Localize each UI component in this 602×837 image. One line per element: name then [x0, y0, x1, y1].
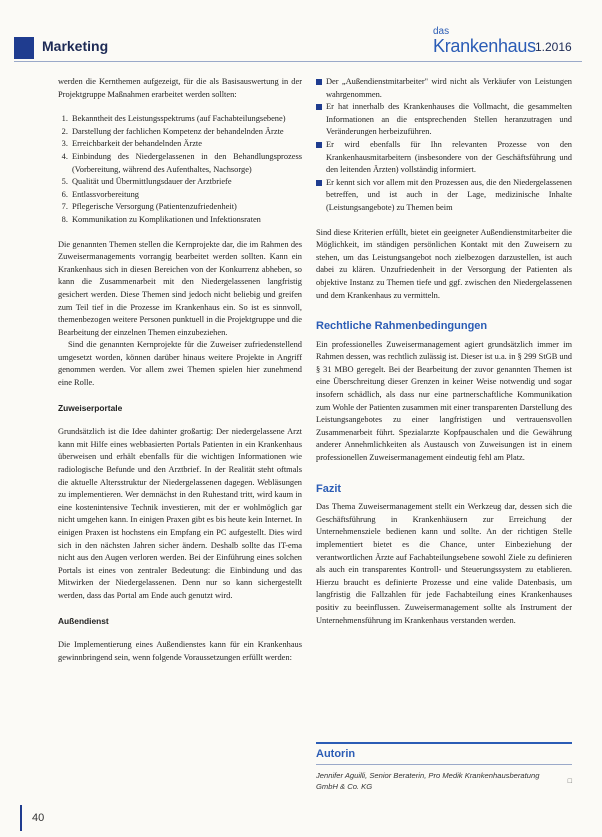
magazine-logo: [433, 27, 536, 55]
list-item: 8. Kommunikation zu Komplikationen und Infektionsraten: [70, 214, 302, 227]
logo-prefix: das: [433, 26, 450, 37]
section-title: Marketing: [42, 38, 109, 54]
list-item: 6. Entlassvorbereitung: [70, 189, 302, 202]
core-topics-list: [58, 113, 302, 226]
body-paragraph: Das Thema Zuweisermanagement stellt ein Werkzeug dar, dessen sich die Geschäftsführung in Krankenhäusern zur Erreichung der Unternehmensziele bedienen kann und sollte. An der richtigen Stelle implementiert bietet es die Chance, unter Einbeziehung der verantwortlichen Ärzte auf Fachabteilungsebene sowohl Ziele zu definieren als auch ein transparentes Kontroll- und Steuerungssystem zu etablieren. Hierzu braucht es definierte Prozesse und eine valide Datenbasis, um langfristig die Fallzahlen für jede Fachabteilung eines Krankenhauses positiv zu beeinflussen. Zuweisermanagement sollte als Instrument der Unternehmensführung im Krankenhaus verstanden werden.: [316, 502, 572, 625]
subheading-zuweiserportale: Zuweiserportale: [58, 402, 123, 413]
end-mark-icon: □: [567, 778, 572, 785]
body-paragraph: Die Implementierung eines Außendienstes kann für ein Krankenhaus gewinnbringend sein, wenn folgende Voraussetzungen erfüllt werden:: [58, 640, 302, 662]
list-item: 1. Bekanntheit des Leistungsspektrums (auf Fachabteilungsebene): [70, 113, 302, 126]
bullet-item: Er hat innerhalb des Krankenhauses die Vollmacht, die gesammelten Informationen an die entsprechenden Stellen heranzutragen und Veränderungen herbeizuführen.: [316, 101, 572, 139]
issue-number: 1.2016: [535, 40, 572, 54]
bullet-item: Der „Außendienstmitarbeiter" wird nicht als Verkäufer von Leistungen wahrgenommen.: [316, 76, 572, 101]
page-number: 40: [32, 812, 45, 824]
author-box: [316, 742, 572, 792]
section-color-block: [14, 37, 34, 59]
body-paragraph: Grundsätzlich ist die Idee dahinter großartig: Der niedergelassene Arzt kann mit Hilfe eines webbasierten Portals Patienten in ein Krankenhaus überweisen und erhält ebenfalls für die wichtigen Informationen wie radiologische Befunde und den Arztbrief. In der Realität steht oftmals die aktuelle Altersstruktur der Niedergelassenen dagegen. Webläsungen zu implementieren. Wer demnächst in den Ruhestand tritt, wird kaum in eine kostenintensive Technik investieren, mit der er wohlmöglich gar nicht umgehen kann. In einigen Praxen gibt es bis heute kein Internet. In einigen Praxen ist hochstens ein Empfang ein PC aufgestellt. Dies wird sich in den nächsten Jahren sicher ändern. Deshalb sollte das IT-ema nicht aus den Augen verloren werden. Bei der Einführung eines solchen Portals ist eines von zentraler Bedeutung: die Einbindung und das Mitwirken der Niedergelassenen. Denn nur so kann sichergestellt werden, dass das Portal am Ende auch genutzt wird.: [58, 427, 302, 600]
intro-paragraph: werden die Kernthemen aufgezeigt, für die als Basisauswertung in der Projektgruppe Maßnahmen erarbeitet werden sollten:: [58, 77, 302, 99]
subheading-aussendienst: Außendienst: [58, 615, 109, 626]
heading-conclusion: Fazit: [316, 482, 342, 495]
page-header: [0, 0, 602, 72]
page-number-bar: [20, 805, 22, 831]
body-paragraph: Sind die genannten Kernprojekte für die Zuweiser zufriedenstellend umgesetzt worden, können darüber hinaus weitere Projekte in Angriff genommen werden. Vor allem zwei Themen spielen hier zunehmend eine Rolle.: [58, 340, 302, 388]
list-item: 7. Pflegerische Versorgung (Patientenzufriedenheit): [70, 201, 302, 214]
list-item: 2. Darstellung der fachlichen Kompetenz der behandelnden Ärzte: [70, 126, 302, 139]
requirements-list: [316, 76, 572, 215]
logo-name: Krankenhaus: [433, 36, 536, 56]
list-item: 4. Einbindung des Niedergelassenen in den Behandlungsprozess (Vorbereitung, während des Aufenthaltes, Nachsorge): [70, 151, 302, 176]
right-column: [316, 76, 572, 627]
body-paragraph: Sind diese Kriterien erfüllt, bietet ein geeigneter Außendienstmitarbeiter die Möglichkeit, im ständigen persönlichen Kontakt mit den Zuweisern zu stehen, um das Leistungsangebot noch zielbezogen darzustellen, ist auch dabei zu klären. Unzufriedenheit in der Versorgung der Patienten als objektive Instanz zu Themen tiefe und ggf. zwischen den Niedergelassenen und dem Krankenhaus zu vermitteln.: [316, 227, 572, 300]
list-item: 3. Erreichbarkeit der behandelnden Ärzte: [70, 138, 302, 151]
list-item: 5. Qualität und Übermittlungsdauer der Arztbriefe: [70, 176, 302, 189]
author-heading: Autorin: [316, 748, 356, 760]
author-credit: Jennifer Aguilli, Senior Beraterin, Pro Medik Krankenhausberatung GmbH & Co. KG: [316, 771, 540, 791]
heading-legal-framework: Rechtliche Rahmenbedingungen: [316, 320, 488, 333]
body-paragraph: Ein professionelles Zuweisermanagement agiert grundsätzlich immer im Rahmen dessen, was rechtlich zulässig ist. Dieser ist u.a. in § 299 StGB und § 31 MBO geregelt. Bei der Bearbeitung der zuvor genannten Themen ist eine Überschreitung dieser Grenzen in keiner Weise notwendig und sogar insofern schädlich, als dass nur eine partnerschaftliche Kommunikation zum Wohle der Patienten zusammen mit einer transparenten Darstellung des Leistungsangebotes zu einer langfristigen und vertrauensvollen Zusammenarbeit führt. Spezialarzte Kopfpauschalen und die Gewährung anderer Annehmlichkeiten als Austausch von Zuweisungen ist in einem professionellen Zuweisermanagement eindeutig fehl am Platz.: [316, 339, 572, 463]
header-divider: [14, 61, 582, 62]
left-column: [58, 76, 302, 664]
body-paragraph: Die genannten Themen stellen die Kernprojekte dar, die im Rahmen des Zuweisermanagements vorrangig bearbeitet werden sollten. Kann ein Krankenhaus sich in diesen Bereichen von der Konkurrenz abheben, so kann die Zusammenarbeit mit den Niedergelassenen langfristig gesichert werden. Diese Themen sind jedoch nicht beliebig und greifen zum Teil tief in die Prozesse im Krankenhaus ein. So ist es sinnvoll, themenbezogen weitere Personen punktuell in die Projektgruppe und die Bearbeitung der einzelnen Themen einzubeziehen.: [58, 239, 302, 337]
bullet-item: Er kennt sich vor allem mit den Prozessen aus, die den Niedergelassenen betreffen, und ist auch in der Lage, medizinische Inhalte (Leistungsangebote) zu Themen beim: [316, 177, 572, 215]
bullet-item: Er wird ebenfalls für Ihn relevanten Prozesse von den Krankenhausmitarbeitern (insbesondere von der Geschäftsführung und den leitenden Ärzten) vollständig informiert.: [316, 139, 572, 177]
